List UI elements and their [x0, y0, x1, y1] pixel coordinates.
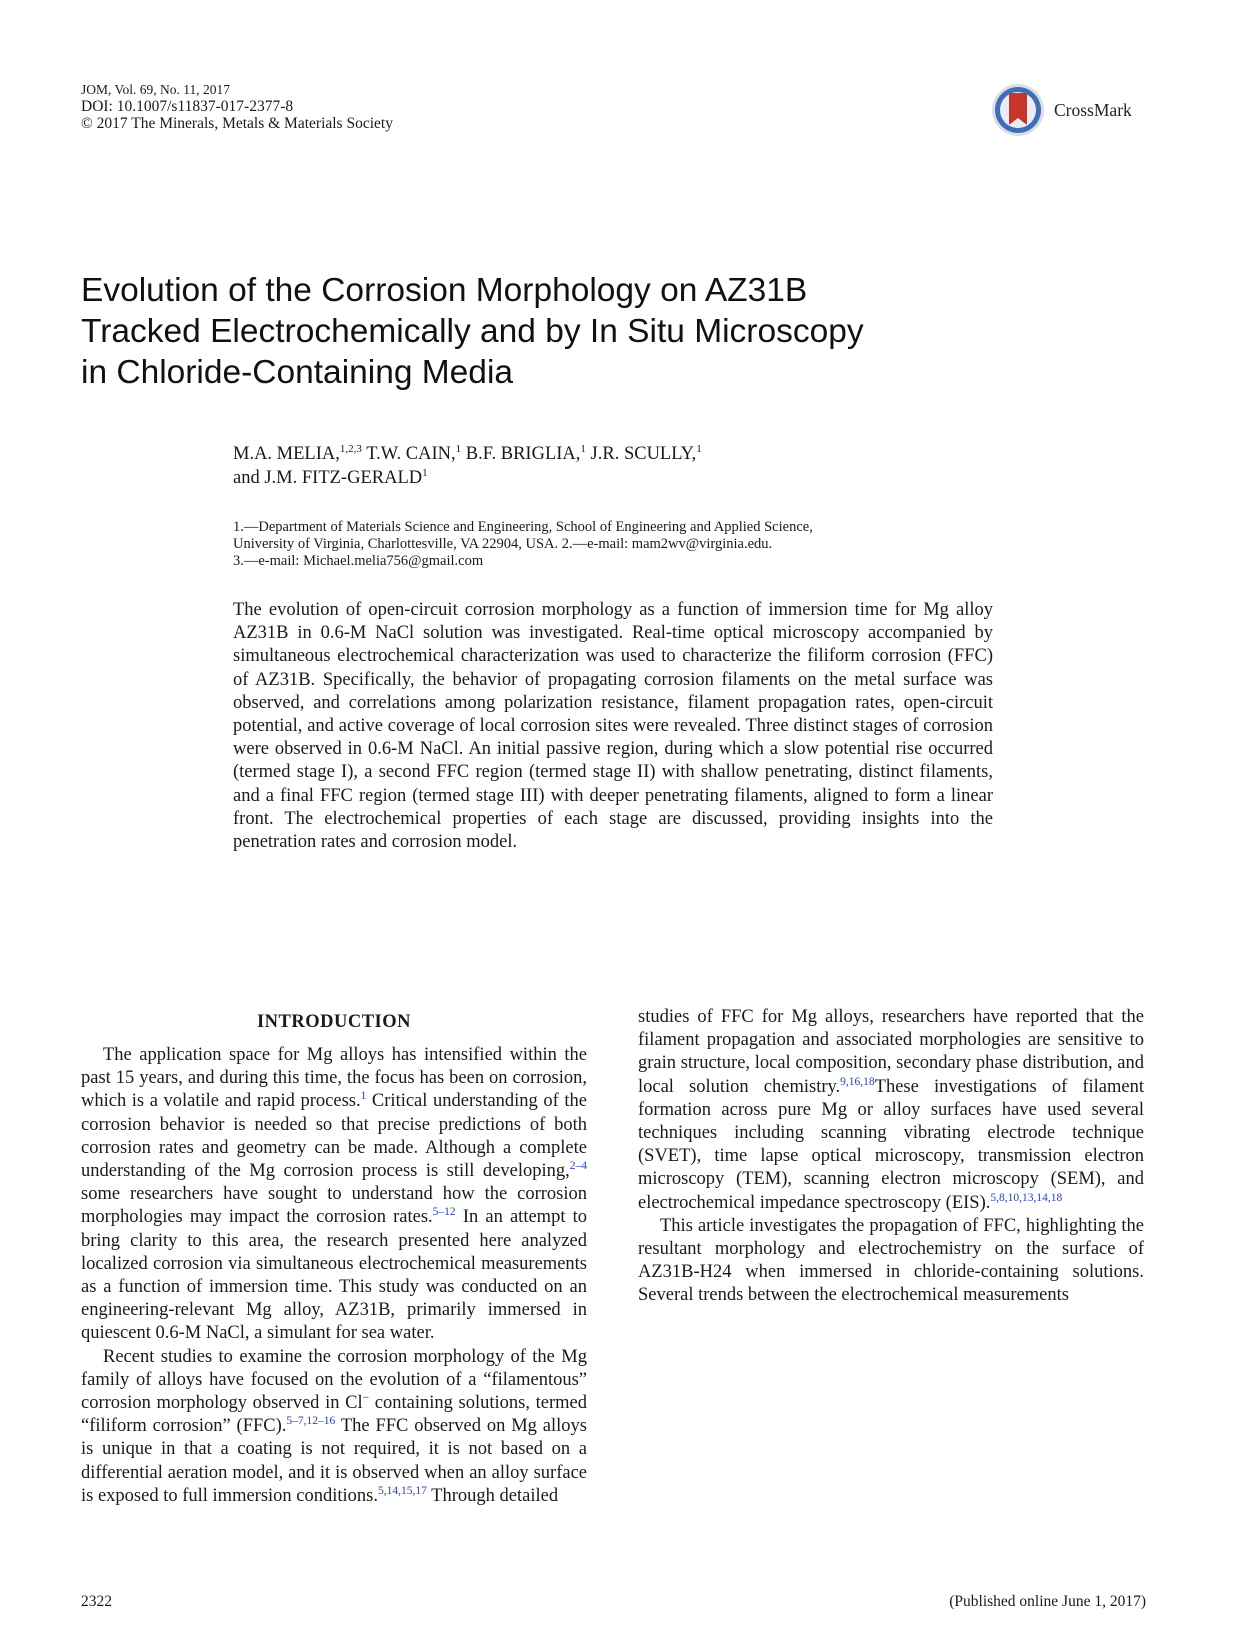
title-line-2: Tracked Electrochemically and by In Situ Microscopy	[81, 313, 864, 350]
body-paragraph	[81, 1346, 587, 1508]
crossmark-icon	[990, 82, 1046, 138]
paragraph-text: Recent studies to examine the corrosion morphology of the Mg family of alloys have focused on the evolution of a “filamentous” corrosion morphology observed in Cl	[81, 1346, 587, 1414]
journal-header	[81, 82, 393, 132]
author-affiliation-mark: 1,2,3	[339, 443, 362, 455]
copyright: © 2017 The Minerals, Metals & Materials Society	[81, 115, 393, 132]
body-paragraph: This article investigates the propagation of FFC, highlighting the resultant morphology and electrochemistry on the surface of AZ31B-H24 when immersed in chloride-containing solutions. Several trends between the electrochemical measurements	[638, 1215, 1144, 1306]
paragraph-text: In an attempt to bring clarity to this area, the research presented here analyzed localized corrosion via simultaneous electrochemical measurements as a function of immersion time. This study was conducted on an engineering-relevant Mg alloy, AZ31B, primarily immersed in quiescent 0.6-M NaCl, a simulant for sea water.	[81, 1207, 587, 1344]
author-affiliation-mark: 1	[422, 467, 428, 479]
crossmark-label: CrossMark	[1054, 100, 1132, 120]
published-date: (Published online June 1, 2017)	[949, 1593, 1146, 1610]
affiliation-line: 1.—Department of Materials Science and Engineering, School of Engineering and Applied Science,	[233, 519, 813, 535]
author-name: J.M. FITZ-GERALD	[264, 468, 423, 488]
paragraph-text: Critical understanding of the corrosion behavior is needed so that precise predictions of both corrosion rates and geometry can be made. Although a complete understanding of the Mg corrosion process is still developing,	[81, 1091, 587, 1182]
paper-title	[81, 270, 1041, 393]
journal-citation: JOM, Vol. 69, No. 11, 2017	[81, 82, 231, 97]
paragraph-text: The application space for Mg alloys has intensified within the past 15 years, and during this time, the focus has been on corrosion, which is a volatile and rapid process.	[81, 1045, 587, 1112]
author-list	[233, 442, 963, 490]
affiliation-line: 3.—e-mail: Michael.melia756@gmail.com	[233, 553, 484, 569]
paragraph-text: containing solutions, termed “filiform corrosion” (FFC).	[81, 1393, 587, 1437]
body-column-left	[81, 1010, 587, 1508]
paragraph-text: some researchers have sought to understand how the corrosion morphologies may impact the corrosion rates.	[81, 1184, 587, 1228]
citation-link[interactable]: 5–12	[432, 1206, 456, 1219]
author-name: J.R. SCULLY,	[590, 444, 697, 464]
citation-link[interactable]: 5,14,15,17	[378, 1484, 427, 1497]
author-conjunction: and	[233, 468, 260, 488]
paragraph-text: Through detailed	[426, 1485, 559, 1506]
citation-link[interactable]: 2–4	[569, 1160, 587, 1173]
affiliations	[233, 519, 993, 570]
superscript: −	[362, 1392, 370, 1405]
citation-link[interactable]: 5–7,12–16	[286, 1415, 336, 1428]
author-affiliation-mark: 1	[696, 443, 702, 455]
doi[interactable]: DOI: 10.1007/s11837-017-2377-8	[81, 98, 294, 115]
page-number: 2322	[81, 1593, 112, 1610]
author-name: B.F. BRIGLIA,	[465, 444, 581, 464]
section-heading: INTRODUCTION	[256, 1012, 412, 1032]
author-affiliation-mark: 1	[580, 443, 586, 455]
citation-link[interactable]: 9,16,18	[840, 1075, 875, 1088]
abstract: The evolution of open-circuit corrosion morphology as a function of immersion time for Mg alloy AZ31B in 0.6-M NaCl solution was investigated. Real-time optical microscopy accompanied by simultaneous electrochemical characterization was used to characterize the filiform corrosion (FFC) of AZ31B. Specifically, the behavior of propagating corrosion filaments on the metal surface was observed, and correlations among polarization resistance, filament propagation rates, open-circuit potential, and active coverage of local corrosion sites were revealed. Three distinct stages of corrosion were observed in 0.6-M NaCl. An initial passive region, during which a slow potential rise occurred (termed stage I), a second FFC region (termed stage II) with shallow penetrating, distinct filaments, and a final FFC region (termed stage III) with deeper penetrating filaments, aligned to form a linear front. The electrochemical properties of each stage are discussed, providing insights into the penetration rates and corrosion model.	[233, 600, 993, 853]
citation-link[interactable]: 5,8,10,13,14,18	[990, 1191, 1063, 1204]
body-paragraph	[81, 1044, 587, 1346]
paragraph-text: These investigations of filament formation across pure Mg or alloy surfaces have used several techniques including scanning vibrating electrode technique (SVET), time lapse optical microscopy, transmission electron microscopy (TEM), scanning electron microscopy (SEM), and electrochemical impedance spectroscopy (EIS).	[638, 1076, 1144, 1213]
author-affiliation-mark: 1	[455, 443, 462, 455]
author-name: T.W. CAIN,	[366, 444, 456, 464]
author-name: M.A. MELIA,	[233, 444, 340, 464]
paragraph-text: studies of FFC for Mg alloys, researchers have reported that the filament propagation and associated morphologies are sensitive to grain structure, local composition, secondary phase distribution, and local solution chemistry.	[638, 1007, 1144, 1097]
crossmark-badge[interactable]	[990, 82, 1175, 142]
body-column-right	[638, 1006, 1144, 1308]
affiliation-line: University of Virginia, Charlottesville, VA 22904, USA. 2.—e-mail: mam2wv@virginia.edu.	[233, 536, 773, 552]
title-line-3: in Chloride-Containing Media	[81, 354, 514, 391]
body-paragraph	[638, 1006, 1144, 1215]
paragraph-text: The FFC observed on Mg alloys is unique in that a coating is not required, it is not based on a differential aeration model, and it is observed when an alloy surface is exposed to full immersion conditions.	[81, 1416, 587, 1506]
title-line-1: Evolution of the Corrosion Morphology on AZ31B	[81, 272, 808, 309]
citation-link[interactable]: 1	[360, 1090, 367, 1103]
